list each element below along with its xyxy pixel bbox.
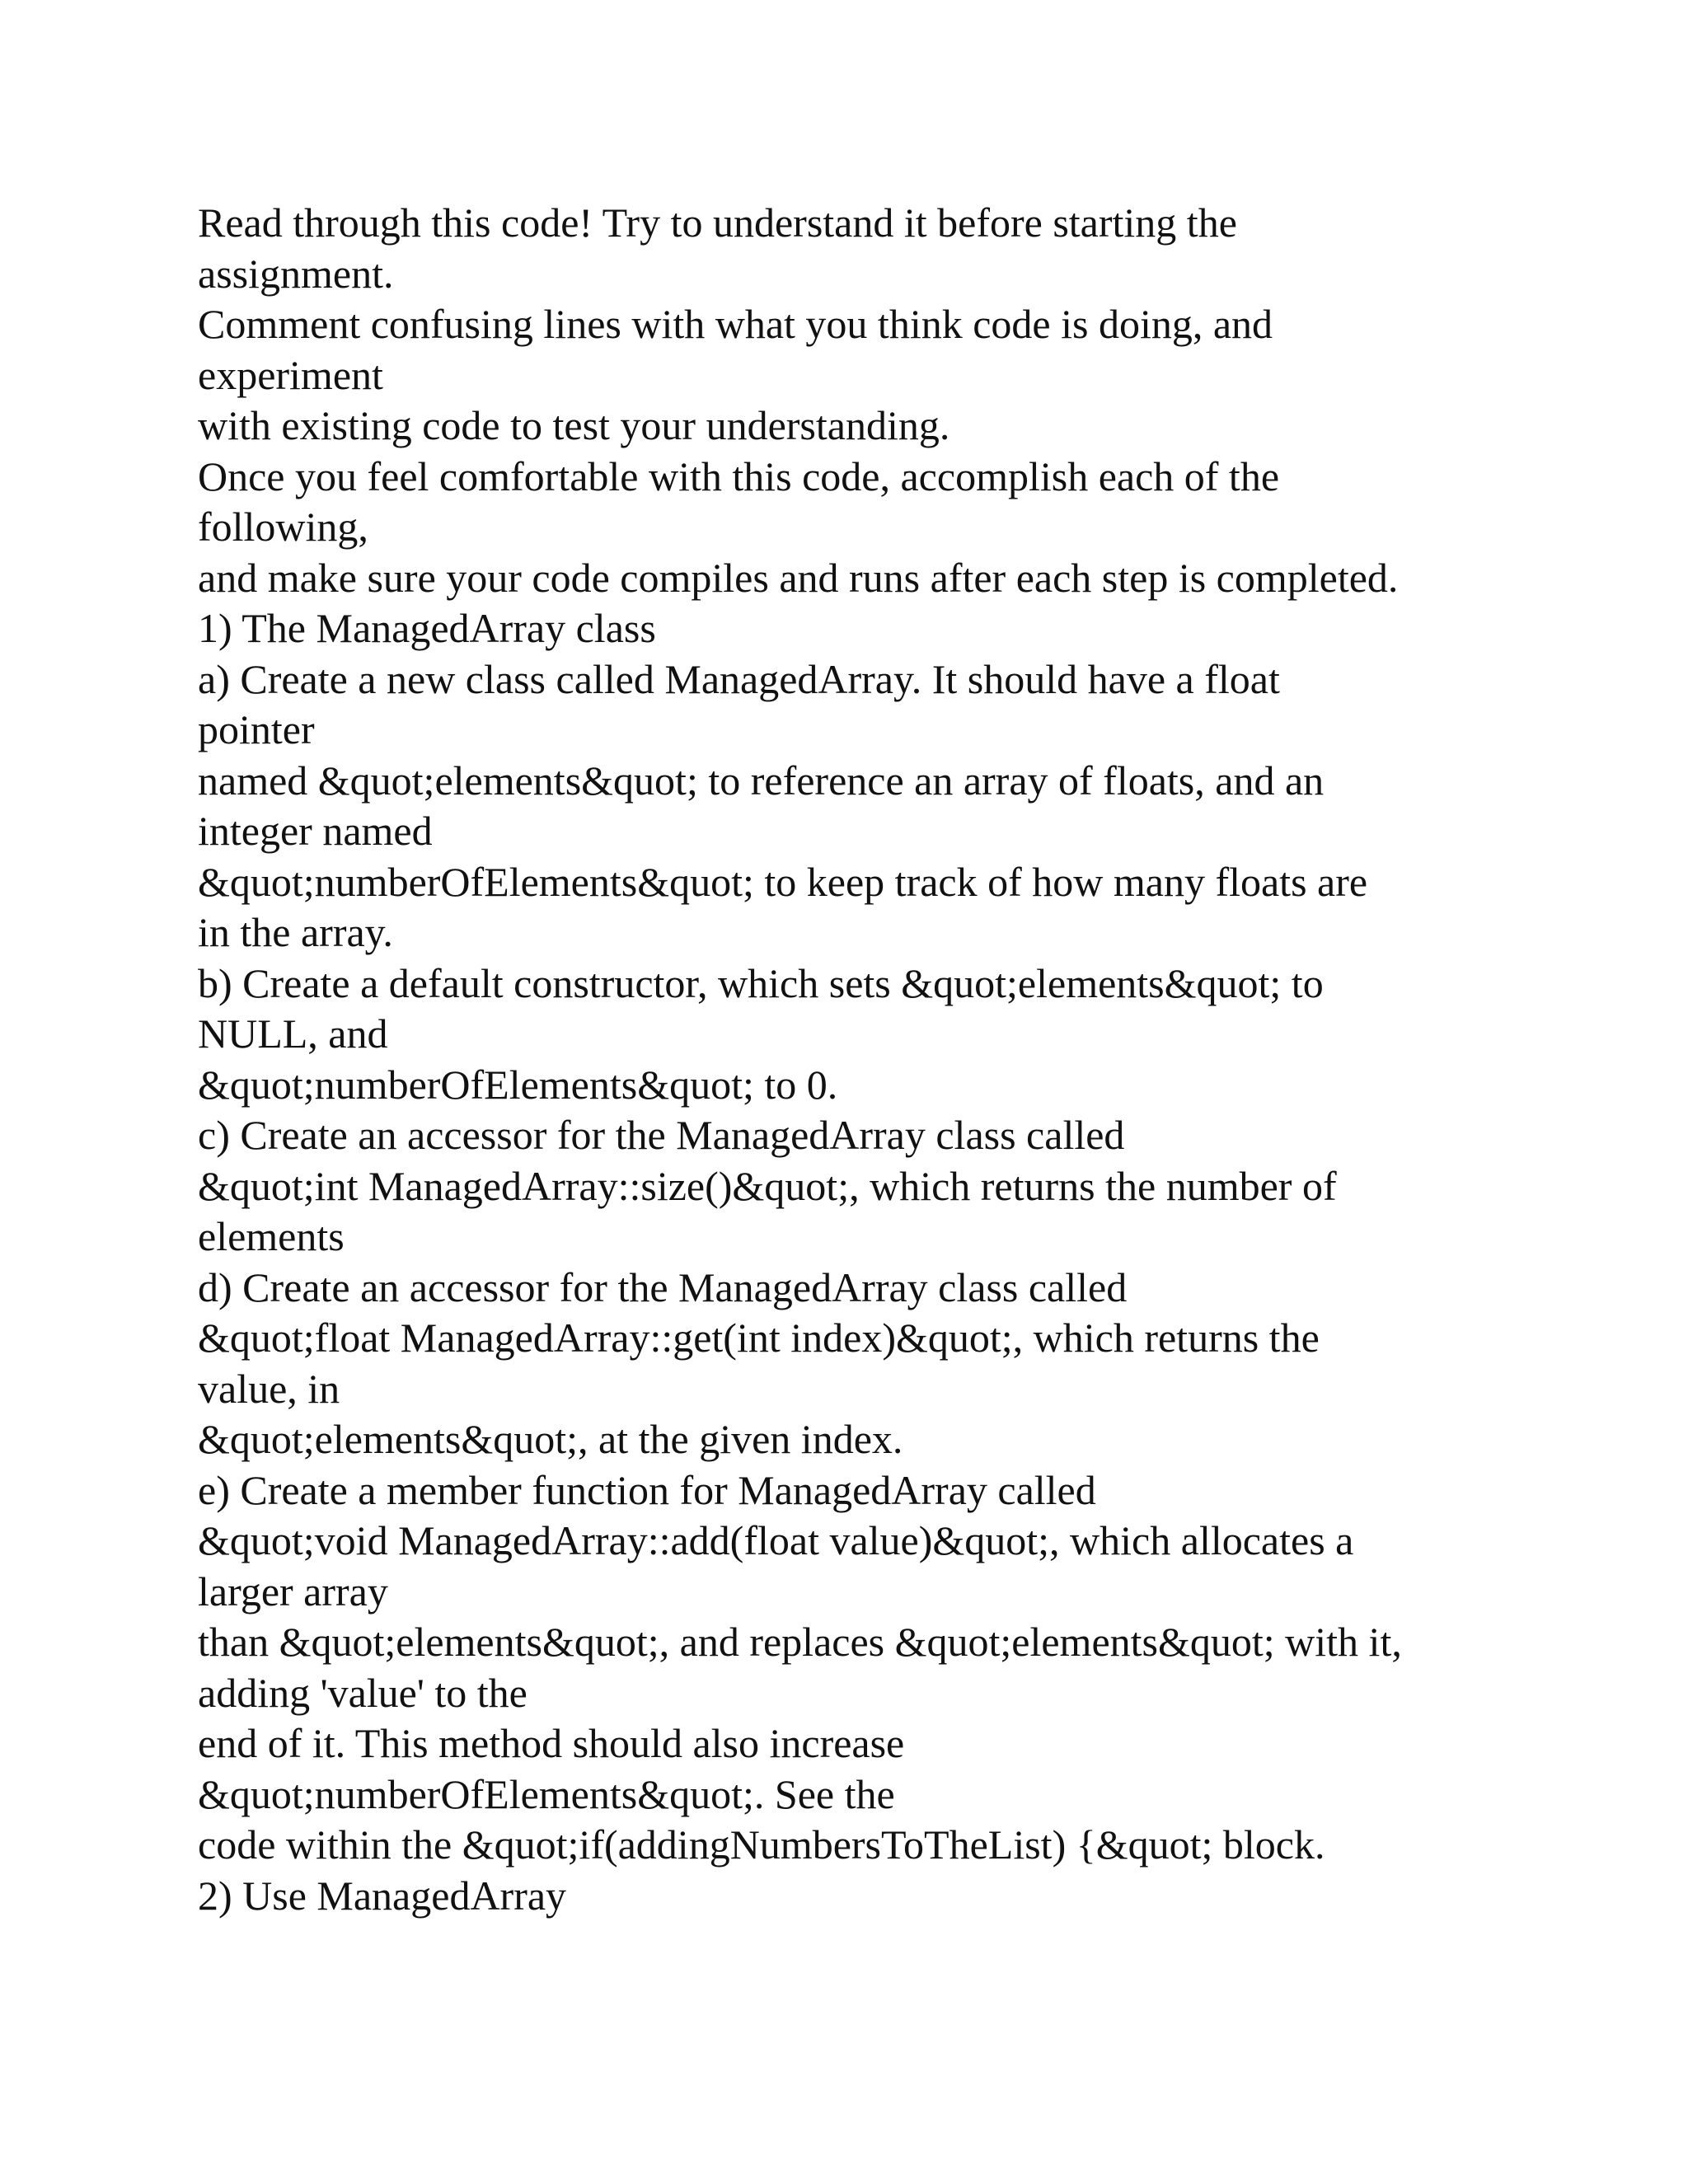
text-line: integer named <box>198 808 433 854</box>
text-line: with existing code to test your understanding. <box>198 402 950 448</box>
text-line: e) Create a member function for ManagedArray called <box>198 1466 1096 1513</box>
text-line: Comment confusing lines with what you think code is doing, and <box>198 301 1273 347</box>
text-line: adding 'value' to the <box>198 1669 528 1716</box>
text-line: pointer <box>198 706 315 752</box>
text-line: than &quot;elements&quot;, and replaces &quot;elements&quot; with it, <box>198 1619 1402 1665</box>
text-line: &quot;numberOfElements&quot;. See the <box>198 1770 895 1817</box>
text-line: &quot;float ManagedArray::get(int index)&quot;, which returns the <box>198 1315 1320 1361</box>
text-line: &quot;numberOfElements&quot; to keep track of how many floats are <box>198 858 1368 905</box>
section-heading: 2) Use ManagedArray <box>198 1872 567 1919</box>
text-line: assignment. <box>198 250 394 297</box>
text-line: Read through this code! Try to understand it before starting the <box>198 199 1237 246</box>
text-line: Once you feel comfortable with this code, accomplish each of the <box>198 452 1280 499</box>
text-line: b) Create a default constructor, which sets &quot;elements&quot; to <box>198 959 1324 1006</box>
text-line: &quot;void ManagedArray::add(float value)&quot;, which allocates a <box>198 1517 1354 1563</box>
text-line: value, in <box>198 1365 340 1412</box>
text-line: elements <box>198 1213 345 1259</box>
text-line: c) Create an accessor for the ManagedArray class called <box>198 1112 1125 1158</box>
text-line: d) Create an accessor for the ManagedArray class called <box>198 1263 1128 1310</box>
document-text-body <box>198 198 1517 1921</box>
text-line: named &quot;elements&quot; to reference an array of floats, and an <box>198 757 1325 804</box>
text-line: larger array <box>198 1568 388 1615</box>
text-line: &quot;elements&quot;, at the given index. <box>198 1416 903 1462</box>
section-heading: 1) The ManagedArray class <box>198 605 656 651</box>
text-line: experiment <box>198 351 383 398</box>
text-line: in the array. <box>198 909 393 955</box>
text-line: end of it. This method should also increase <box>198 1720 905 1766</box>
text-line: &quot;numberOfElements&quot; to 0. <box>198 1061 838 1108</box>
text-line: &quot;int ManagedArray::size()&quot;, which returns the number of <box>198 1162 1337 1209</box>
text-line: code within the &quot;if(addingNumbersToTheList) {&quot; block. <box>198 1821 1325 1868</box>
text-line: a) Create a new class called ManagedArray. It should have a float <box>198 655 1280 702</box>
text-line: and make sure your code compiles and runs after each step is completed. <box>198 554 1399 601</box>
text-line: following, <box>198 504 368 550</box>
text-line: NULL, and <box>198 1010 388 1057</box>
